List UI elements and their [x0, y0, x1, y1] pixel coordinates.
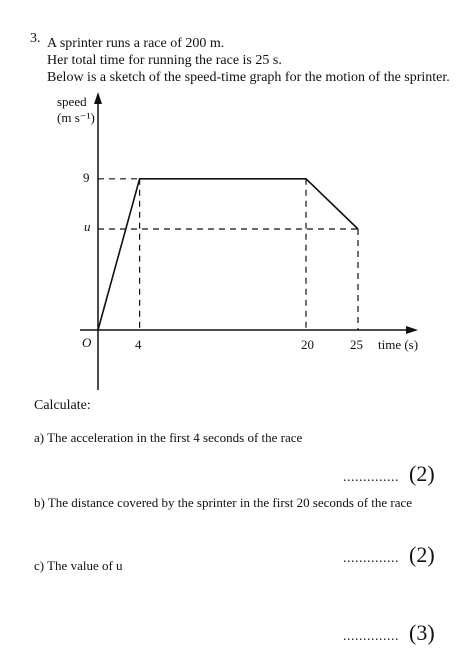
part-a-answer — [343, 461, 435, 487]
part-c-answer — [343, 620, 435, 646]
answer-dots: .............. — [343, 551, 399, 566]
x-axis-arrow — [406, 326, 418, 334]
part-b-text: b) The distance covered by the sprinter in the first 20 seconds of the race — [34, 495, 413, 510]
intro-line-3: Below is a sketch of the speed-time graph for the motion of the sprinter. — [47, 70, 450, 85]
marks-badge: (2) — [409, 461, 435, 486]
answer-dots: .............. — [343, 470, 399, 485]
y-axis-label-speed: speed — [57, 94, 87, 109]
part-c-text: c) The value of u — [34, 558, 123, 573]
y-tick-9: 9 — [83, 170, 90, 185]
intro-line-1: A sprinter runs a race of 200 m. — [47, 36, 225, 51]
speed-line — [98, 179, 358, 330]
y-axis-label-unit: (m s⁻¹) — [57, 110, 95, 125]
part-a-text: a) The acceleration in the first 4 seconds of the race — [34, 430, 303, 445]
answer-dots: .............. — [343, 629, 399, 644]
x-tick-4: 4 — [135, 337, 142, 352]
origin-label: O — [82, 335, 92, 350]
x-tick-25: 25 — [350, 337, 363, 352]
x-axis-label: time (s) — [378, 337, 419, 352]
marks-badge: (2) — [409, 542, 435, 567]
y-axis-arrow — [94, 92, 102, 104]
question-number: 3. — [30, 31, 41, 46]
x-tick-20: 20 — [301, 337, 314, 352]
part-b-answer — [343, 542, 435, 568]
marks-badge: (3) — [409, 620, 435, 645]
calculate-label: Calculate: — [34, 398, 91, 413]
intro-line-2: Her total time for running the race is 25 s. — [47, 53, 282, 68]
y-tick-u: u — [84, 219, 91, 234]
